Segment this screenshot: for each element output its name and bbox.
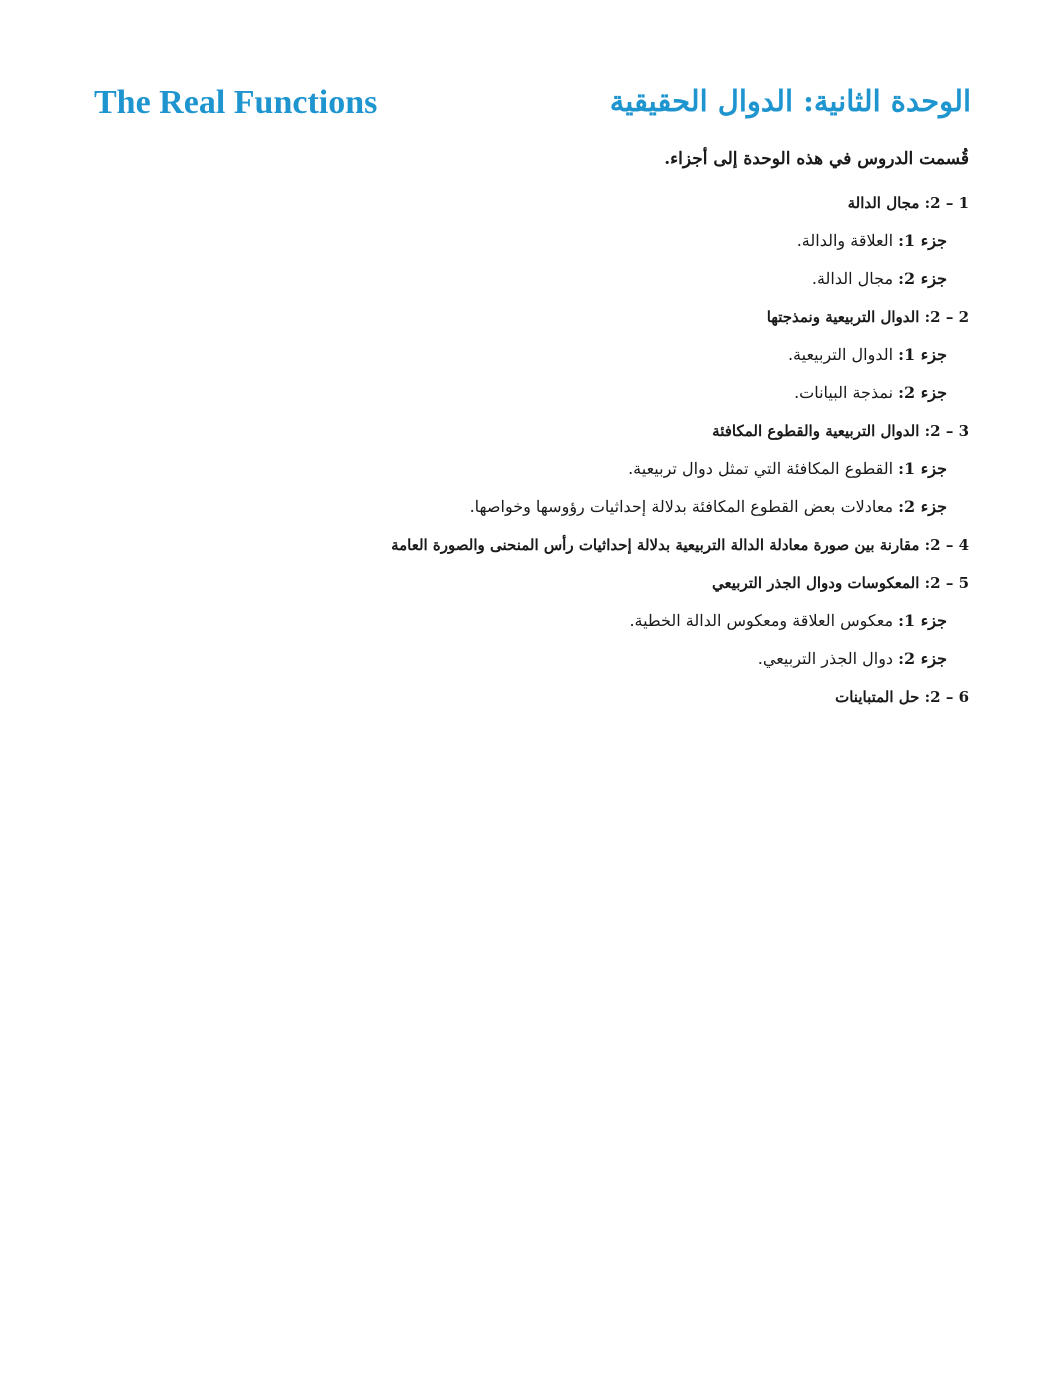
part-text: القطوع المكافئة التي تمثل دوال تربيعية. xyxy=(628,459,894,478)
lesson-part xyxy=(249,222,969,260)
lesson-heading xyxy=(249,412,969,450)
lesson-heading xyxy=(249,526,969,564)
part-text: معكوس العلاقة ومعكوس الدالة الخطية. xyxy=(629,611,894,630)
lesson-part xyxy=(249,450,969,488)
part-label: جزء 1: xyxy=(898,459,947,478)
lesson-title: المعكوسات ودوال الجذر التربيعي xyxy=(712,574,920,592)
part-label: جزء 2: xyxy=(898,383,947,402)
part-label: جزء 1: xyxy=(898,611,947,630)
lesson-title: حل المتباينات xyxy=(835,688,920,706)
lesson-number: 3 – 2: xyxy=(924,422,969,440)
lesson-part xyxy=(249,488,969,526)
lesson-number: 5 – 2: xyxy=(924,574,969,592)
lesson-part xyxy=(249,260,969,298)
lesson-number: 6 – 2: xyxy=(924,688,969,706)
part-text: الدوال التربيعية. xyxy=(787,345,894,364)
part-text: مجال الدالة. xyxy=(811,269,894,288)
part-label: جزء 2: xyxy=(898,269,947,288)
lesson-list xyxy=(249,142,969,716)
part-text: دوال الجذر التربيعي. xyxy=(757,649,894,668)
part-text: معادلات بعض القطوع المكافئة بدلالة إحداثيات رؤوسها وخواصها. xyxy=(469,497,894,516)
part-text: العلاقة والدالة. xyxy=(796,231,894,250)
unit-title-english: The Real Functions xyxy=(94,84,378,121)
lesson-heading xyxy=(249,184,969,222)
unit-title-arabic: الوحدة الثانية: الدوال الحقيقية xyxy=(609,84,971,118)
lesson-part xyxy=(249,602,969,640)
lesson-number: 4 – 2: xyxy=(924,536,969,554)
part-label: جزء 2: xyxy=(898,649,947,668)
part-text: نمذجة البيانات. xyxy=(794,383,894,402)
lesson-title: الدوال التربيعية ونمذجتها xyxy=(766,308,920,326)
lesson-part xyxy=(249,374,969,412)
lesson-heading xyxy=(249,678,969,716)
part-label: جزء 1: xyxy=(898,345,947,364)
lesson-number: 2 – 2: xyxy=(924,308,969,326)
lesson-heading xyxy=(249,298,969,336)
lesson-number: 1 – 2: xyxy=(924,194,969,212)
lesson-title: مجال الدالة xyxy=(847,194,920,212)
lesson-part xyxy=(249,336,969,374)
lesson-heading xyxy=(249,564,969,602)
lesson-part xyxy=(249,640,969,678)
lesson-title: الدوال التربيعية والقطوع المكافئة xyxy=(712,422,920,440)
lesson-title: مقارنة بين صورة معادلة الدالة التربيعية بدلالة إحداثيات رأس المنحنى والصورة العامة xyxy=(391,536,920,554)
intro-text: قُسمت الدروس في هذه الوحدة إلى أجزاء. xyxy=(664,149,969,169)
part-label: جزء 1: xyxy=(898,231,947,250)
part-label: جزء 2: xyxy=(898,497,947,516)
